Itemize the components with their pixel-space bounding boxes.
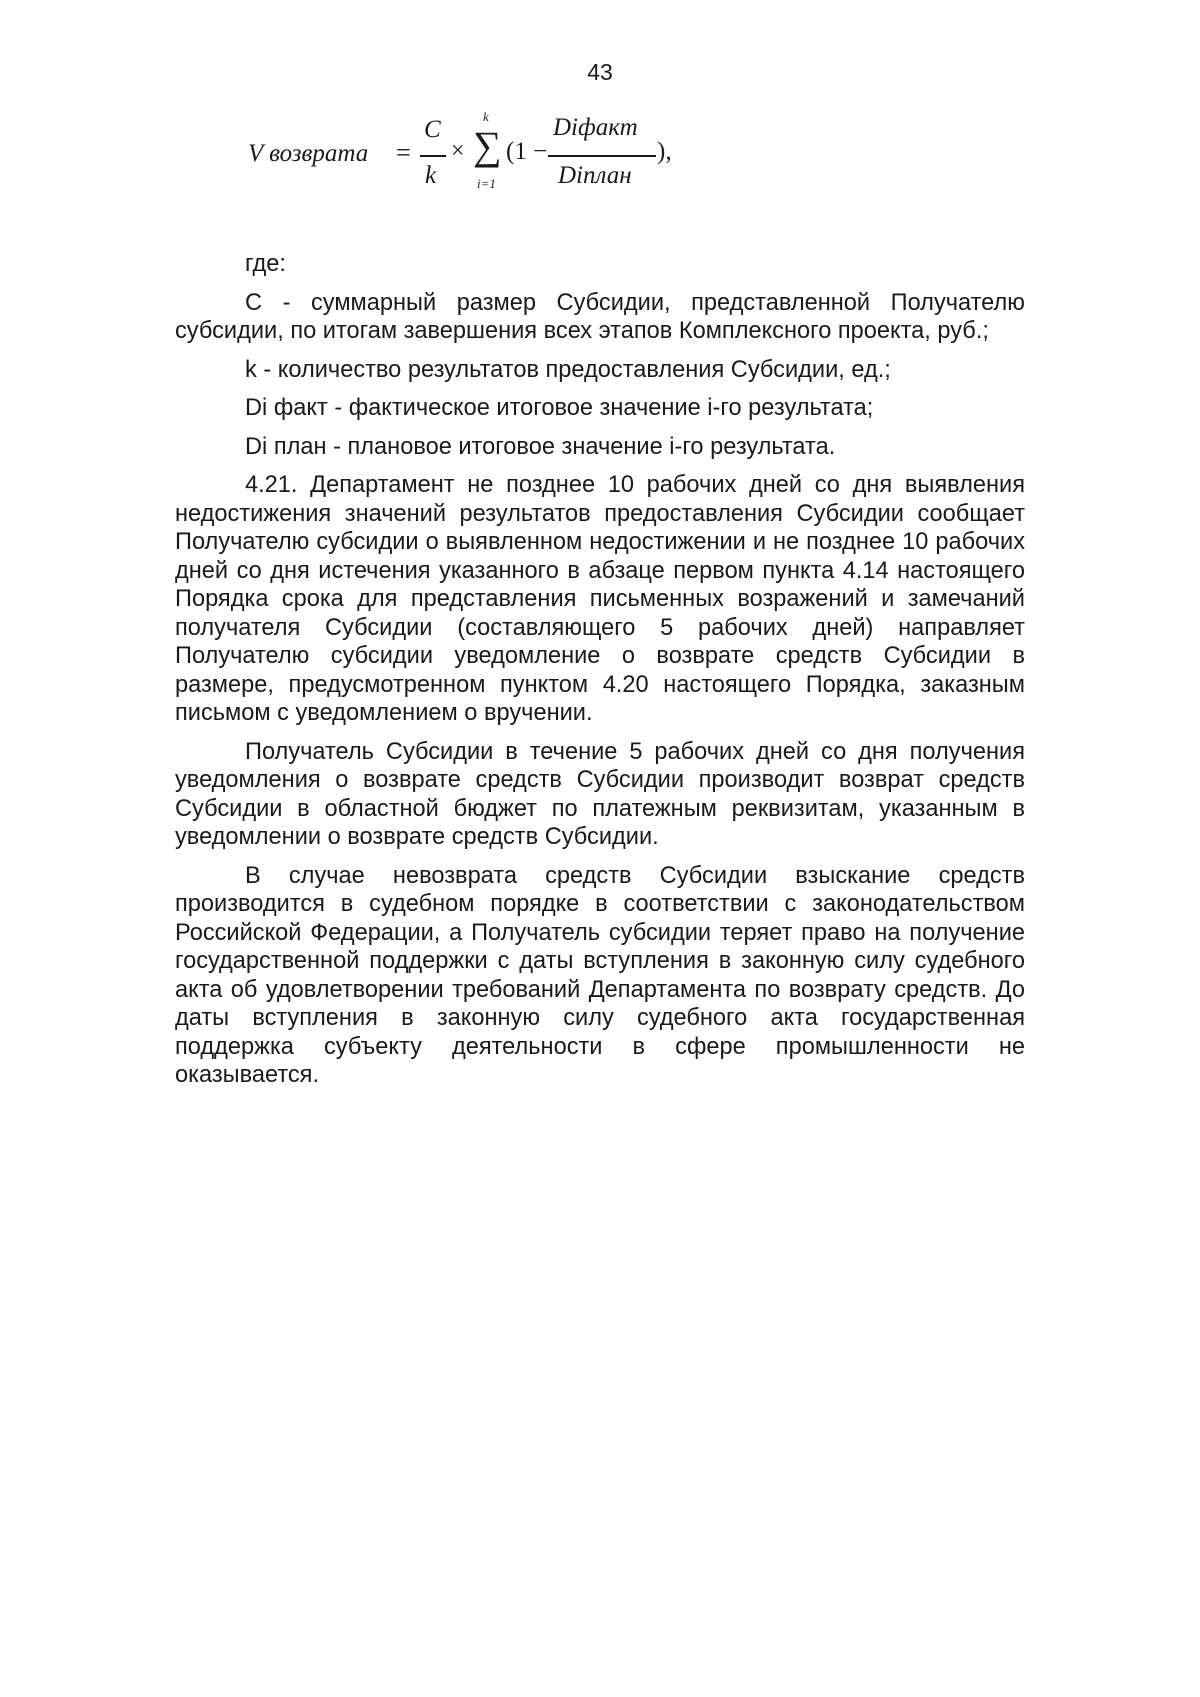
paragraph-refund: Получатель Субсидии в течение 5 рабочих дней со дня получения уведомления о возврате средств Субсидии производит возврат средств Субсидии в областной бюджет по платежным реквизитам, указанным в уведомлении о возврате средств Субсидии. [175,738,1025,850]
formula-fraction1-bar [420,155,446,157]
formula-fraction2-bar [548,155,656,157]
definition-di-plan: Di план - плановое итоговое значение i-го результата. [245,433,836,460]
formula-sigma: ∑ [473,123,502,168]
refund-formula [248,109,708,202]
definition-c: С - суммарный размер Субсидии, представленной Получателю субсидии, по итогам завершения всех этапов Комплексного проекта, руб.; [175,289,1025,344]
formula-equals: = [396,138,411,167]
paragraph-recovery: В случае невозврата средств Субсидии взыскание средств производится в судебном порядке в соответствии с законодательством Российской Федерации, а Получатель субсидии теряет право на получение государственной поддержки с даты вступления в законную силу судебного акта об удовлетворении требований Департамента по возврату средств. До даты вступления в законную силу судебного акта государственная поддержка субъекту деятельности в сфере промышленности не оказывается. [175,862,1025,1088]
definition-di-fact: Di факт - фактическое итоговое значение i-го результата; [245,395,874,421]
formula-fraction1-denominator: k [425,162,437,189]
formula-fraction2-numerator: Diфакт [553,114,638,141]
formula-open-paren: (1 − [506,138,548,165]
formula-times: × [451,138,465,164]
formula-fraction2-denominator: Diплан [558,162,632,189]
formula-sum-lower: i=1 [477,176,496,191]
formula-close-paren: ), [657,138,672,165]
definition-k: k - количество результатов предоставления Субсидии, ед.; [245,356,891,383]
page-number: 43 [587,59,613,85]
where-label: где: [245,251,286,277]
formula-sum-upper: k [483,109,489,124]
body-text [175,250,1025,1090]
formula-lhs: V возврата [248,140,369,167]
formula-fraction1-numerator: C [424,116,441,143]
paragraph-4-21: 4.21. Департамент не позднее 10 рабочих дней со дня выявления недостижения значений результатов предоставления Субсидии сообщает Получателю субсидии о выявленном недостижении и не позднее 10 рабочих дней со дня истечения указанного в абзаце первом пункта 4.14 настоящего Порядка срока для представления письменных возражений и замечаний получателя Субсидии (составляющего 5 рабочих дней) направляет Получателю субсидии уведомление о возврате средств Субсидии в размере, предусмотренном пунктом 4.20 настоящего Порядка, заказным письмом с уведомлением о вручении. [175,472,1025,726]
